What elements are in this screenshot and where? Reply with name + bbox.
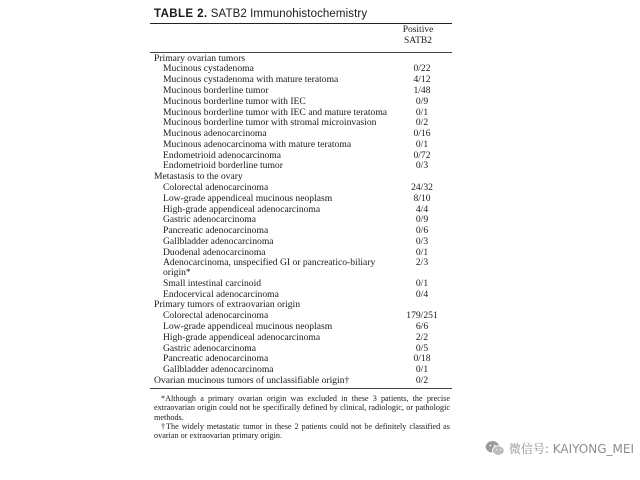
row-label: High-grade appendiceal adenocarcinoma [163, 331, 321, 343]
row-value: 0/4 [415, 288, 429, 300]
row-label: Mucinous borderline tumor with IEC [163, 95, 306, 107]
row-value: 4/12 [413, 74, 431, 86]
row-value: 2/2 [415, 331, 429, 343]
row-value: 0/18 [413, 353, 431, 365]
row-label: Gallbladder adenocarcinoma [163, 235, 274, 247]
footnotes [150, 389, 452, 440]
row-value: 179/251 [406, 310, 438, 322]
footnote-asterisk: *Although a primary ovarian origin was excluded in these 3 patients, the precise extraovarian origin could not be specifically defined by clinical, radiologic, or pathologic methods. [154, 394, 450, 422]
row-label: Ovarian mucinous tumors of unclassifiable origin† [154, 374, 350, 386]
wechat-watermark [485, 440, 634, 457]
row-label: Pancreatic adenocarcinoma [163, 225, 269, 237]
table-row [150, 321, 452, 332]
table-row [150, 96, 452, 107]
column-header-line1: Positive [402, 25, 434, 35]
table-row [150, 182, 452, 193]
row-label: Low-grade appendiceal mucinous neoplasm [163, 320, 333, 332]
section-row [150, 172, 452, 183]
row-label: Small intestinal carcinoid [163, 277, 262, 289]
row-label: Mucinous adenocarcinoma [163, 128, 267, 140]
row-label: Mucinous borderline tumor [163, 84, 269, 96]
table-row [150, 204, 452, 215]
table-row [150, 139, 452, 150]
table-row [150, 215, 452, 226]
row-label: Gastric adenocarcinoma [163, 214, 256, 226]
row-value: 4/4 [415, 203, 429, 215]
row-label: Gastric adenocarcinoma [163, 342, 256, 354]
row-value [392, 172, 452, 183]
row-value: 0/9 [415, 214, 429, 226]
table-row [150, 128, 452, 139]
row-label: Mucinous adenocarcinoma with mature teratoma [163, 138, 352, 150]
row-value: 0/9 [415, 95, 429, 107]
column-header-row [150, 24, 452, 52]
table-row [150, 311, 452, 322]
footnote-dagger: †The widely metastatic tumor in these 2 patients could not be definitely classified as ovarian or extraovarian primary origin. [154, 421, 450, 441]
row-label: Mucinous borderline tumor with stromal microinvasion [163, 117, 377, 129]
row-value: 0/1 [415, 138, 429, 150]
row-value: 0/6 [415, 225, 429, 237]
row-label: Mucinous borderline tumor with IEC and mature teratoma [163, 106, 388, 118]
row-label: High-grade appendiceal adenocarcinoma [163, 203, 321, 215]
row-value: 0/2 [415, 117, 429, 129]
table-row [150, 107, 452, 118]
table-title-text: SATB2 Immunohistochemistry [210, 8, 368, 20]
table-row [150, 332, 452, 343]
row-label: Endometrioid borderline tumor [163, 160, 283, 172]
table-title-label: TABLE 2. [154, 8, 208, 20]
row-value: 0/1 [415, 106, 429, 118]
table-row [150, 258, 452, 278]
table-row [150, 354, 452, 365]
row-value [392, 300, 452, 311]
column-header-line2: SATB2 [404, 35, 432, 46]
table-document [150, 8, 452, 441]
table-row [150, 161, 452, 172]
row-value: 0/22 [413, 63, 431, 75]
table-row [150, 343, 452, 354]
data-table [150, 53, 452, 386]
row-label: Low-grade appendiceal mucinous neoplasm [163, 192, 333, 204]
row-value: 0/2 [415, 374, 429, 386]
row-label: Colorectal adenocarcinoma [163, 181, 269, 193]
table-row [150, 64, 452, 75]
row-value: 0/16 [413, 128, 431, 140]
row-value: 6/6 [415, 320, 429, 332]
row-value: 0/5 [415, 342, 429, 354]
row-value: 0/1 [415, 246, 429, 258]
row-label: Primary tumors of extraovarian origin [154, 299, 301, 311]
row-value: 0/3 [415, 160, 429, 172]
row-label: Metastasis to the ovary [154, 171, 243, 183]
row-label: Colorectal adenocarcinoma [163, 310, 269, 322]
row-label: Duodenal adenocarcinoma [163, 246, 266, 258]
section-row [150, 375, 452, 386]
row-value: 0/1 [415, 277, 429, 289]
table-row [150, 85, 452, 96]
row-label: Mucinous cystadenoma [163, 63, 254, 75]
row-value: 8/10 [413, 192, 431, 204]
table-row [150, 150, 452, 161]
wechat-icon [485, 440, 505, 457]
row-label: Pancreatic adenocarcinoma [163, 353, 269, 365]
row-label: Adenocarcinoma, unspecified GI or pancreatico-biliary origin* [163, 257, 376, 279]
row-label: Gallbladder adenocarcinoma [163, 364, 274, 376]
row-value: 2/3 [415, 257, 429, 269]
watermark-text: 微信号: KAIYONG_MEI [508, 442, 634, 456]
table-row [150, 236, 452, 247]
row-value [392, 53, 452, 64]
section-row [150, 53, 452, 64]
row-label: Endocervical adenocarcinoma [163, 288, 279, 300]
row-value: 0/1 [415, 364, 429, 376]
column-header-positive-satb2 [394, 25, 442, 49]
table-row [150, 289, 452, 300]
row-value: 0/72 [413, 149, 431, 161]
row-label: Primary ovarian tumors [154, 52, 246, 64]
row-label: Endometrioid adenocarcinoma [163, 149, 282, 161]
table-row [150, 364, 452, 375]
table-row [150, 278, 452, 289]
table-row [150, 226, 452, 237]
table-row [150, 193, 452, 204]
row-label: Mucinous cystadenoma with mature teratoma [163, 74, 339, 86]
row-value: 1/48 [413, 84, 431, 96]
table-row [150, 247, 452, 258]
row-value: 24/32 [411, 181, 433, 193]
section-row [150, 300, 452, 311]
table-title [150, 8, 452, 23]
row-value: 0/3 [415, 235, 429, 247]
table-row [150, 75, 452, 86]
table-row [150, 118, 452, 129]
